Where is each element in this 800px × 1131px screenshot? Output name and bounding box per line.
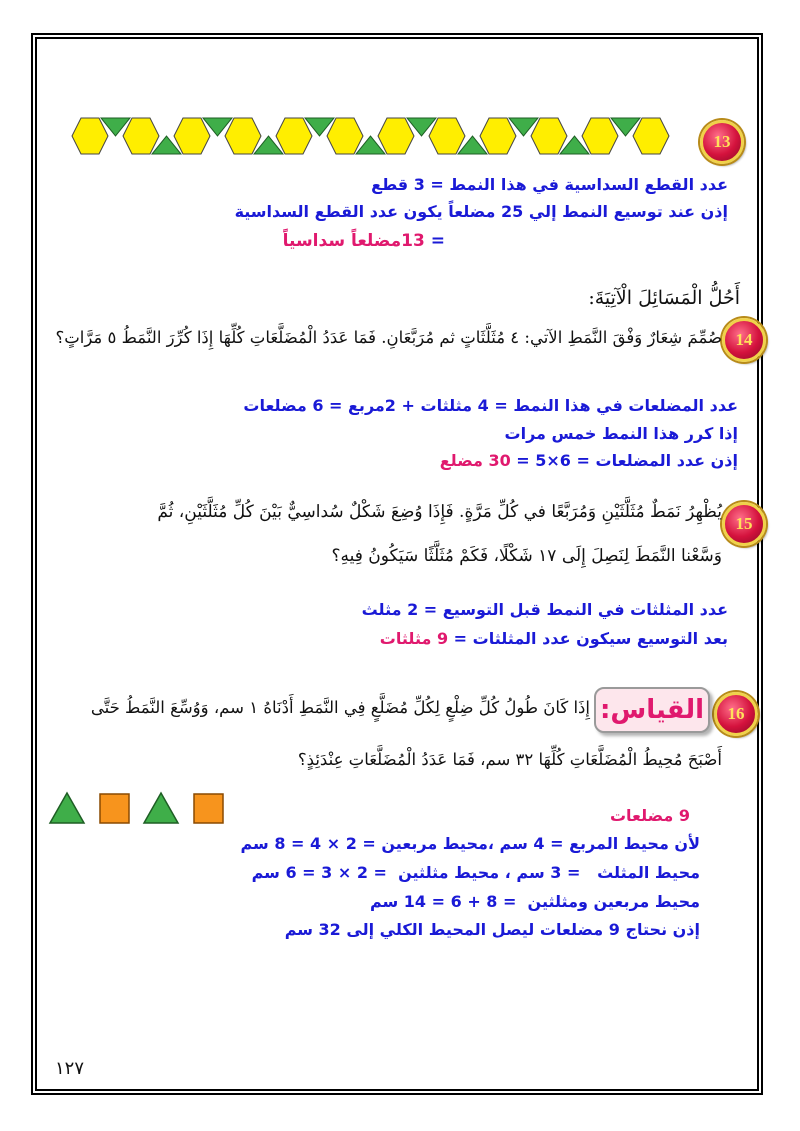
q13-answer-line-1: عدد القطع السداسية في هذا النمط = 3 قطع — [371, 175, 728, 194]
q16-explanation-line-1: لأن محيط المربع = 4 سم ،محيط مربعين = 2 × 4 = 8 سم — [240, 834, 700, 853]
green-triangle-shape — [144, 793, 178, 823]
q16-problem-line-2: أَصْبَحَ مُحِيطُ الْمُضَلَّعَاتِ كُلِّهَا ٣٢ سم، فَمَا عَدَدُ الْمُضَلَّعَاتِ عِنْدَئِذٍ؟ — [297, 750, 722, 769]
q15-problem-line-2: وَسَّعْنا النَّمَطَ لِنَصِلَ إِلَى ١٧ شَكْلًا، فَكَمْ مُثَلَّثًا سَيَكُونُ فِيهِ؟ — [331, 546, 722, 566]
yellow-hexagon-shape — [582, 118, 618, 154]
q15-answer-prefix: بعد التوسيع سيكون عدد المثلثات = — [448, 629, 728, 648]
orange-square-shape — [100, 794, 129, 823]
q13-equals: = — [424, 231, 445, 251]
triangle-square-pattern — [48, 790, 228, 826]
yellow-hexagon-shape — [123, 118, 159, 154]
yellow-hexagon-shape — [174, 118, 210, 154]
question-number-badge-14: 14 — [722, 318, 766, 362]
yellow-hexagon-shape — [378, 118, 414, 154]
q13-answer-line-2: إذن عند توسيع النمط إلي 25 مضلعاً يكون عدد القطع السداسية — [234, 202, 728, 221]
yellow-hexagon-shape — [633, 118, 669, 154]
question-number-badge-13: 13 — [700, 120, 744, 164]
q16-explanation-line-3: محيط مربعين ومثلثين = 8 + 6 = 14 سم — [369, 892, 700, 911]
q14-answer-line-1: عدد المضلعات في هذا النمط = 4 مثلثات + 2مربع = 6 مضلعات — [243, 396, 738, 415]
section-heading: أَحُلُّ الْمَسَائِلَ الْآتِيَةَ: — [588, 287, 740, 309]
q15-answer-line-2 — [380, 629, 728, 648]
q13-answer-line-3 — [283, 231, 445, 251]
q13-result: 13مضلعاً سداسياً — [282, 231, 425, 251]
page-number: ١٢٧ — [55, 1058, 85, 1079]
q14-answer-value: 30 مضلع — [439, 451, 511, 470]
q16-explanation-line-4: إذن نحتاج 9 مضلعات ليصل المحيط الكلي إلى 32 سم — [284, 920, 700, 939]
yellow-hexagon-shape — [531, 118, 567, 154]
yellow-hexagon-shape — [327, 118, 363, 154]
question-number-badge-15: 15 — [722, 502, 766, 546]
yellow-hexagon-shape — [429, 118, 465, 154]
measurement-label-box — [594, 687, 710, 733]
q14-answer-line-3 — [440, 451, 738, 470]
q14-answer-line-2: إذا كرر هذا النمط خمس مرات — [504, 424, 738, 443]
q16-answer: 9 مضلعات — [609, 806, 690, 825]
q15-problem-line-1: يُظْهِرُ نَمَطٌ مُثَلَّثَيْنِ وَمُرَبَّعًا في كُلِّ مَرَّةٍ. فَإِذَا وُضِعَ شَكْلٌ سُداسِيٌّ بَيْنَ كُلِّ مُثَلَّثَيْنِ، ثُمَّ — [157, 502, 722, 522]
yellow-hexagon-shape — [72, 118, 108, 154]
hexagon-triangle-pattern — [70, 112, 690, 160]
orange-square-shape — [194, 794, 223, 823]
green-triangle-shape — [50, 793, 84, 823]
yellow-hexagon-shape — [276, 118, 312, 154]
q14-problem: صُمِّمَ شِعَارٌ وَفْقَ النَّمَطِ الآتي: ٤ مُثَلَّثَاتٍ ثم مُرَبَّعَانِ. فَمَا عَدَدُ الْمُضَلَّعَاتِ كُلِّهَا إِذَا كُرِّرَ النَّمَطُ ٥ مَرَّاتٍ؟ — [55, 328, 722, 347]
q15-answer-value: 9 مثلثات — [379, 629, 449, 648]
question-number-badge-16: 16 — [714, 692, 758, 736]
yellow-hexagon-shape — [480, 118, 516, 154]
q16-explanation-line-2: محيط المثلث = 3 سم ، محيط مثلثين = 2 × 3 = 6 سم — [251, 863, 700, 882]
q14-answer-prefix: إذن عدد المضلعات = 6×5 = — [510, 451, 738, 470]
q15-answer-line-1: عدد المثلثات في النمط قبل التوسيع = 2 مثلث — [361, 600, 728, 619]
q16-problem-line-1: إِذَا كَانَ طُولُ كُلِّ ضِلْعٍ لِكُلِّ مُضَلَّعٍ فِي النَّمَطِ أَدْنَاهُ ١ سم، وَوُسِّعَ النَّمَطُ حَتَّى — [90, 698, 590, 717]
yellow-hexagon-shape — [225, 118, 261, 154]
measurement-label: القياس: — [599, 695, 705, 725]
